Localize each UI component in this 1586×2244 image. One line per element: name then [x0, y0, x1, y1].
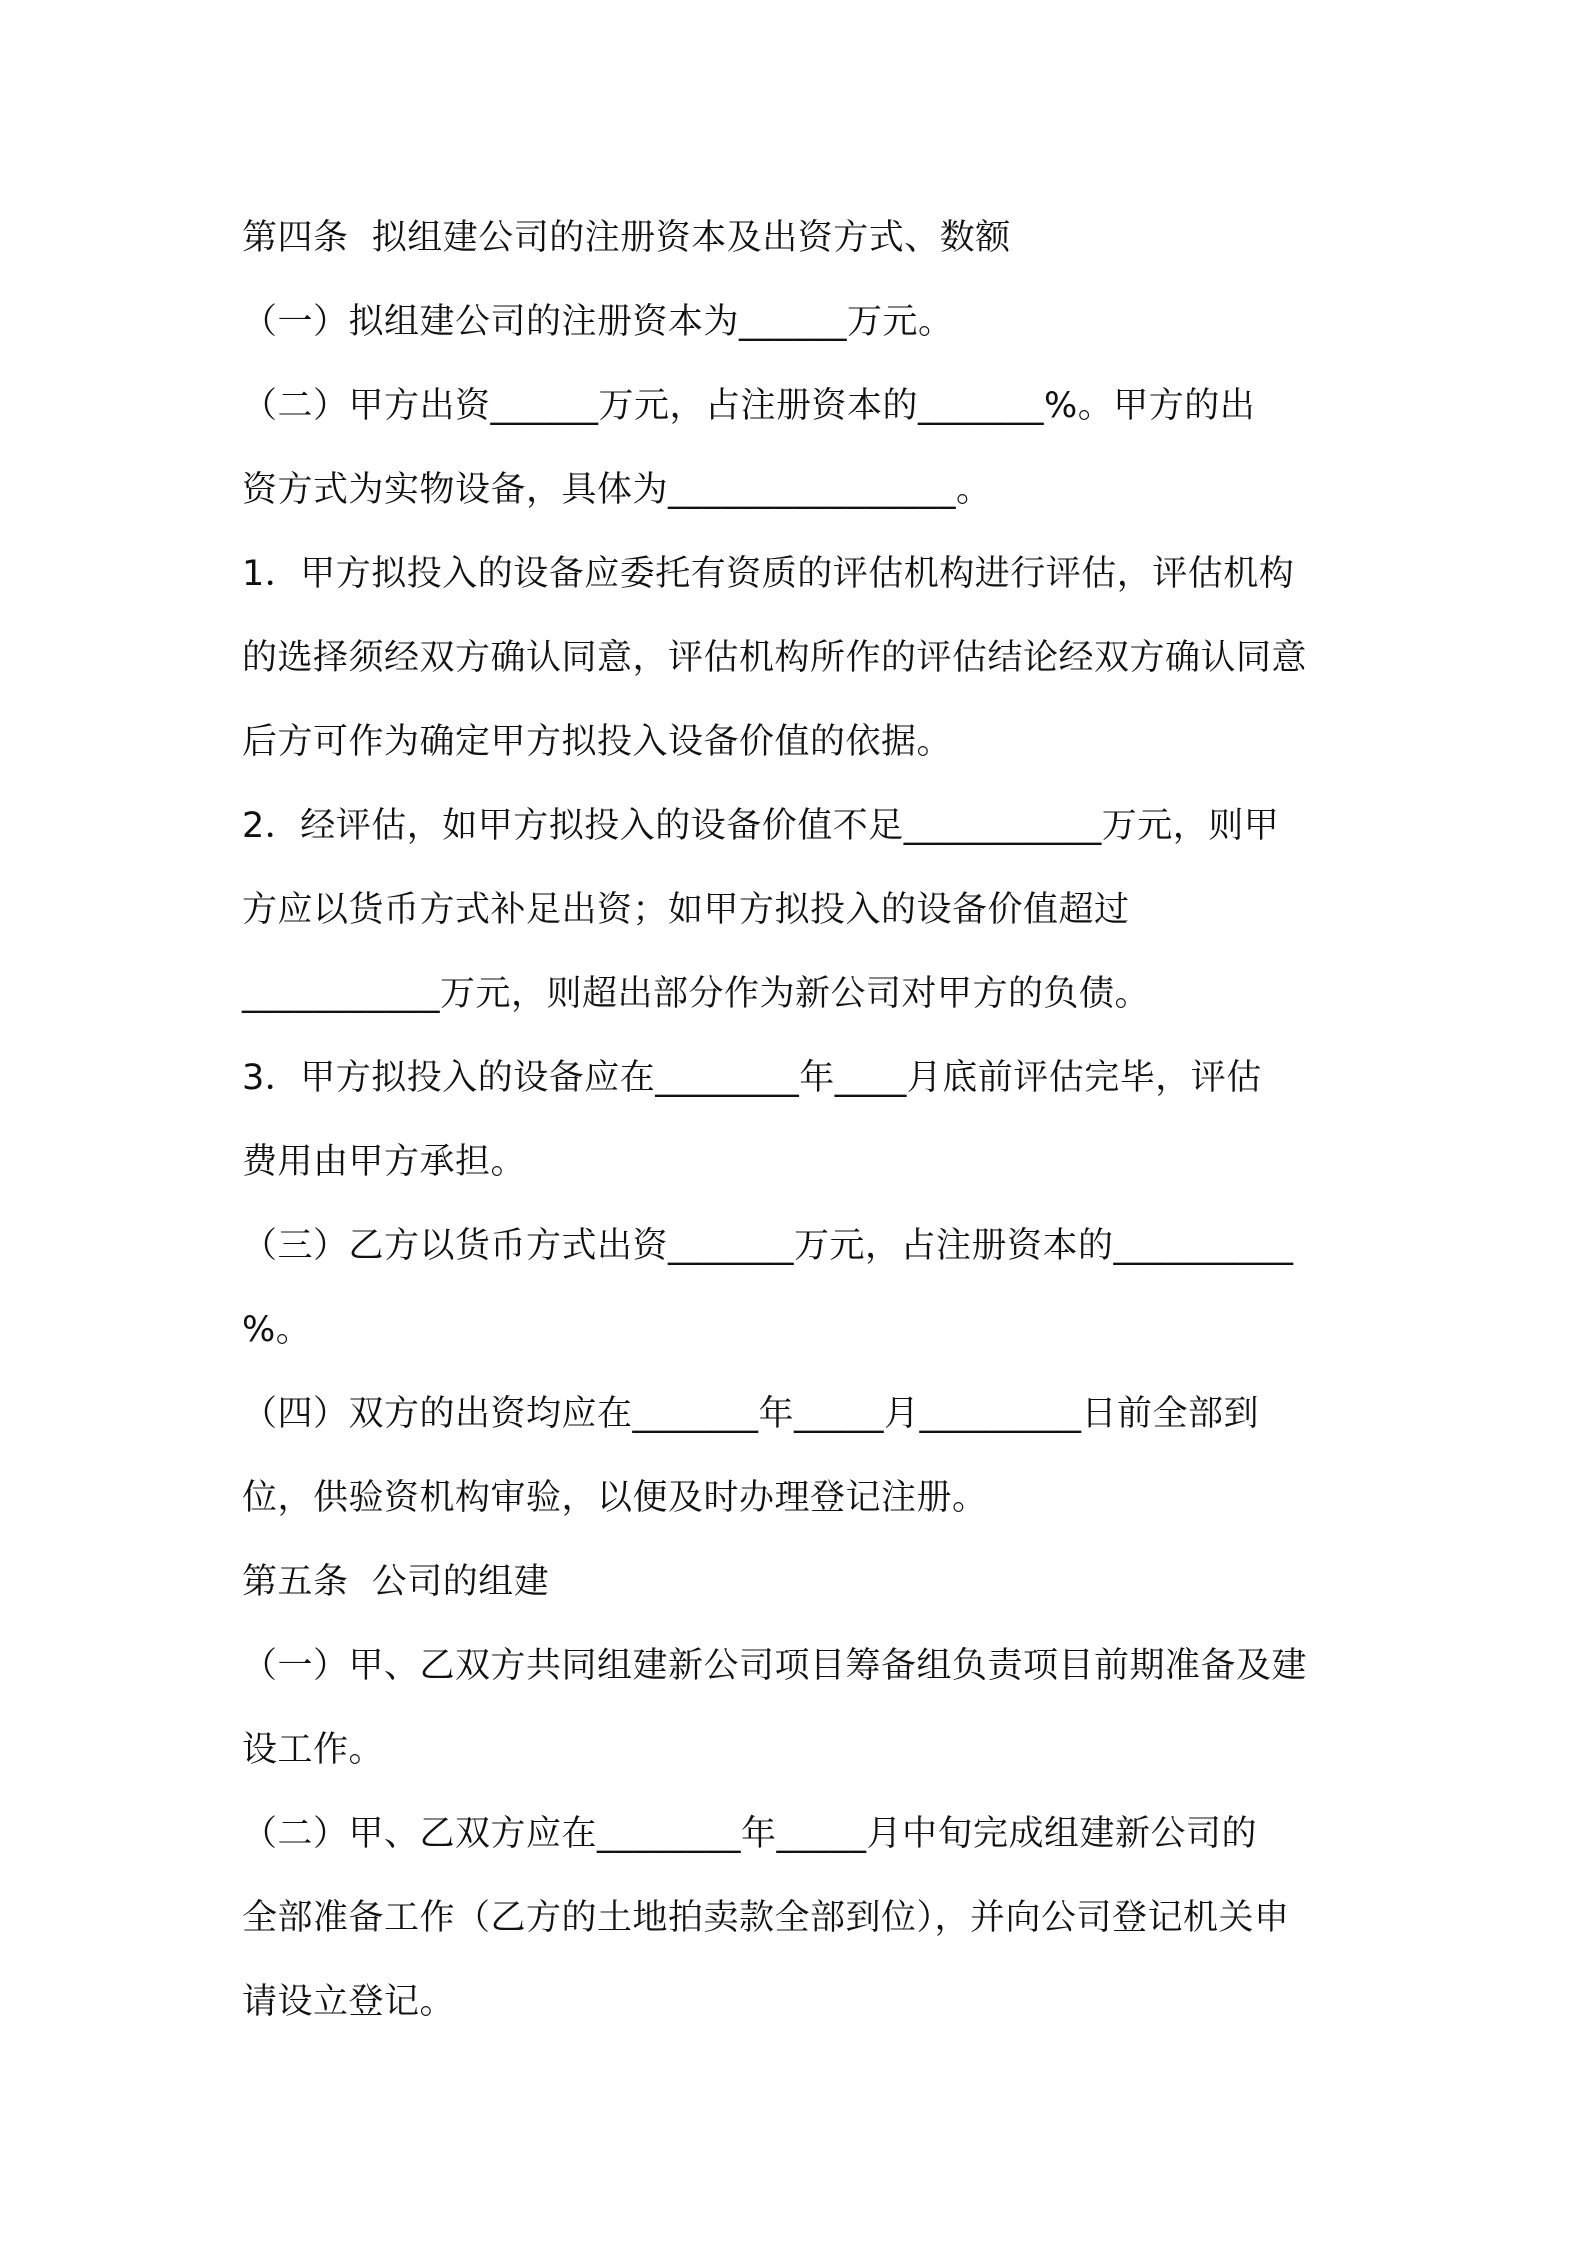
item-3-line-2: 费用由甲方承担。: [242, 1142, 527, 1182]
document-body: [242, 196, 1362, 2044]
article-5-clause-2-line-1: （二）甲、乙双方应在________年_____月中旬完成组建新公司的: [242, 1814, 1258, 1854]
item-1-line-2: 的选择须经双方确认同意，评估机构所作的评估结论经双方确认同意: [242, 638, 1308, 678]
article-5-clause-2-line-3: 请设立登记。: [242, 1982, 456, 2022]
item-3-line-1: 3．甲方拟投入的设备应在________年____月底前评估完毕，评估: [242, 1058, 1262, 1098]
article-4-clause-2-line-1: （二）甲方出资______万元，占注册资本的_______%。甲方的出: [242, 386, 1256, 426]
article-5-heading: 第五条 公司的组建: [242, 1562, 550, 1602]
article-4-clause-3-line-2: %。: [242, 1310, 312, 1350]
article-5-clause-1-line-1: （一）甲、乙双方共同组建新公司项目筹备组负责项目前期准备及建: [242, 1646, 1308, 1686]
item-1-line-1: 1．甲方拟投入的设备应委托有资质的评估机构进行评估，评估机构: [242, 554, 1295, 594]
article-5-clause-2-line-2: 全部准备工作（乙方的土地拍卖款全部到位），并向公司登记机关申: [242, 1898, 1290, 1938]
article-4-clause-1: （一）拟组建公司的注册资本为______万元。: [242, 302, 954, 342]
article-4-clause-3-line-1: （三）乙方以货币方式出资_______万元，占注册资本的__________: [242, 1226, 1294, 1266]
item-1-line-3: 后方可作为确定甲方拟投入设备价值的依据。: [242, 722, 953, 762]
item-2-line-3: ___________万元，则超出部分作为新公司对甲方的负债。: [242, 974, 1151, 1014]
article-4-clause-4-line-1: （四）双方的出资均应在_______年_____月_________日前全部到: [242, 1394, 1260, 1434]
article-4-clause-2-line-2: 资方式为实物设备，具体为________________。: [242, 470, 992, 510]
article-5-clause-1-line-2: 设工作。: [242, 1730, 385, 1770]
item-2-line-2: 方应以货币方式补足出资；如甲方拟投入的设备价值超过: [242, 890, 1130, 930]
item-2-line-1: 2．经评估，如甲方拟投入的设备价值不足___________万元，则甲: [242, 806, 1280, 846]
article-4-clause-4-line-2: 位，供验资机构审验，以便及时办理登记注册。: [242, 1478, 988, 1518]
article-4-heading: 第四条 拟组建公司的注册资本及出资方式、数额: [242, 218, 1011, 258]
